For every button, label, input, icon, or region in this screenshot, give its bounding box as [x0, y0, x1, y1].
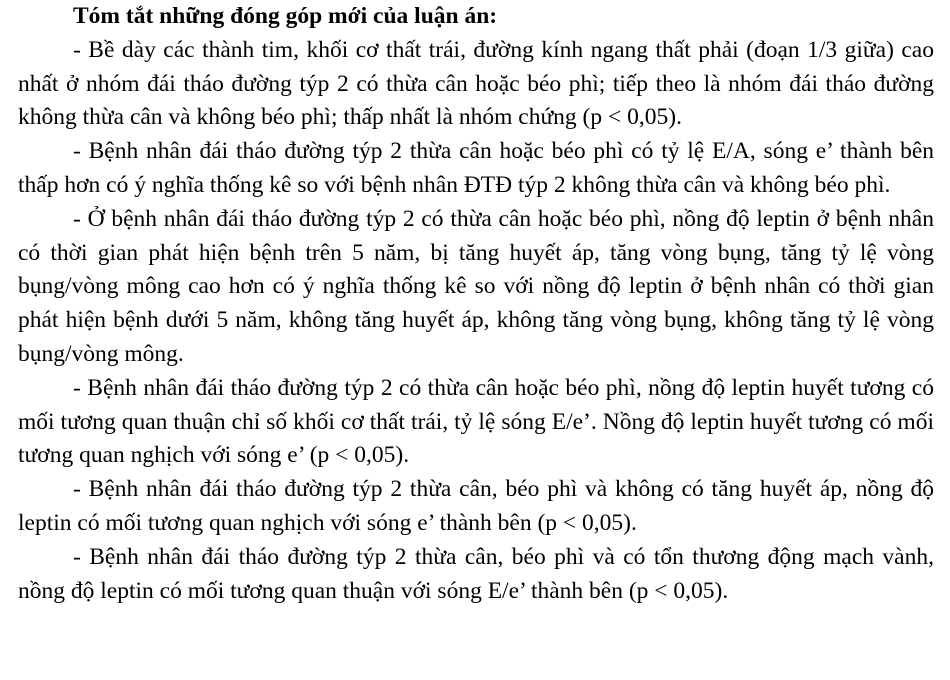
finding-paragraph-2: - Bệnh nhân đái tháo đường týp 2 thừa cân hoặc béo phì có tỷ lệ E/A, sóng e’ thành bên thấp hơn có ý nghĩa thống kê so với bệnh nhân ĐTĐ týp 2 không thừa cân và không béo phì.	[18, 138, 934, 198]
finding-paragraph-5: - Bệnh nhân đái tháo đường týp 2 thừa cân, béo phì và không có tăng huyết áp, nồng độ leptin có mối tương quan nghịch với sóng e’ thành bên (p < 0,05).	[18, 476, 934, 536]
finding-paragraph-1: - Bề dày các thành tim, khối cơ thất trái, đường kính ngang thất phải (đoạn 1/3 giữa) cao nhất ở nhóm đái tháo đường týp 2 có thừa cân hoặc béo phì; tiếp theo là nhóm đái tháo đường không thừa cân và không béo phì; thấp nhất là nhóm chứng (p < 0,05).	[18, 36, 934, 131]
finding-paragraph-3: - Ở bệnh nhân đái tháo đường týp 2 có thừa cân hoặc béo phì, nồng độ leptin ở bệnh nhân có thời gian phát hiện bệnh trên 5 năm, bị tăng huyết áp, tăng vòng bụng, tăng tỷ lệ vòng bụng/vòng mông cao hơn có ý nghĩa thống kê so với nồng độ leptin ở bệnh nhân có thời gian phát hiện bệnh dưới 5 năm, không tăng huyết áp, không tăng vòng bụng, không tăng tỷ lệ vòng bụng/vòng mông.	[18, 205, 934, 367]
finding-paragraph-4: - Bệnh nhân đái tháo đường týp 2 có thừa cân hoặc béo phì, nồng độ leptin huyết tương có mối tương quan thuận chỉ số khối cơ thất trái, tỷ lệ sóng E/e’. Nồng độ leptin huyết tương có mối tương quan nghịch với sóng e’ (p < 0,05).	[18, 374, 934, 469]
finding-paragraph-6: - Bệnh nhân đái tháo đường týp 2 thừa cân, béo phì và có tổn thương động mạch vành, nồng độ leptin có mối tương quan thuận với sóng E/e’ thành bên (p < 0,05).	[18, 543, 934, 604]
summary-heading: Tóm tắt những đóng góp mới của luận án:	[73, 3, 498, 29]
document-body	[18, 0, 934, 608]
